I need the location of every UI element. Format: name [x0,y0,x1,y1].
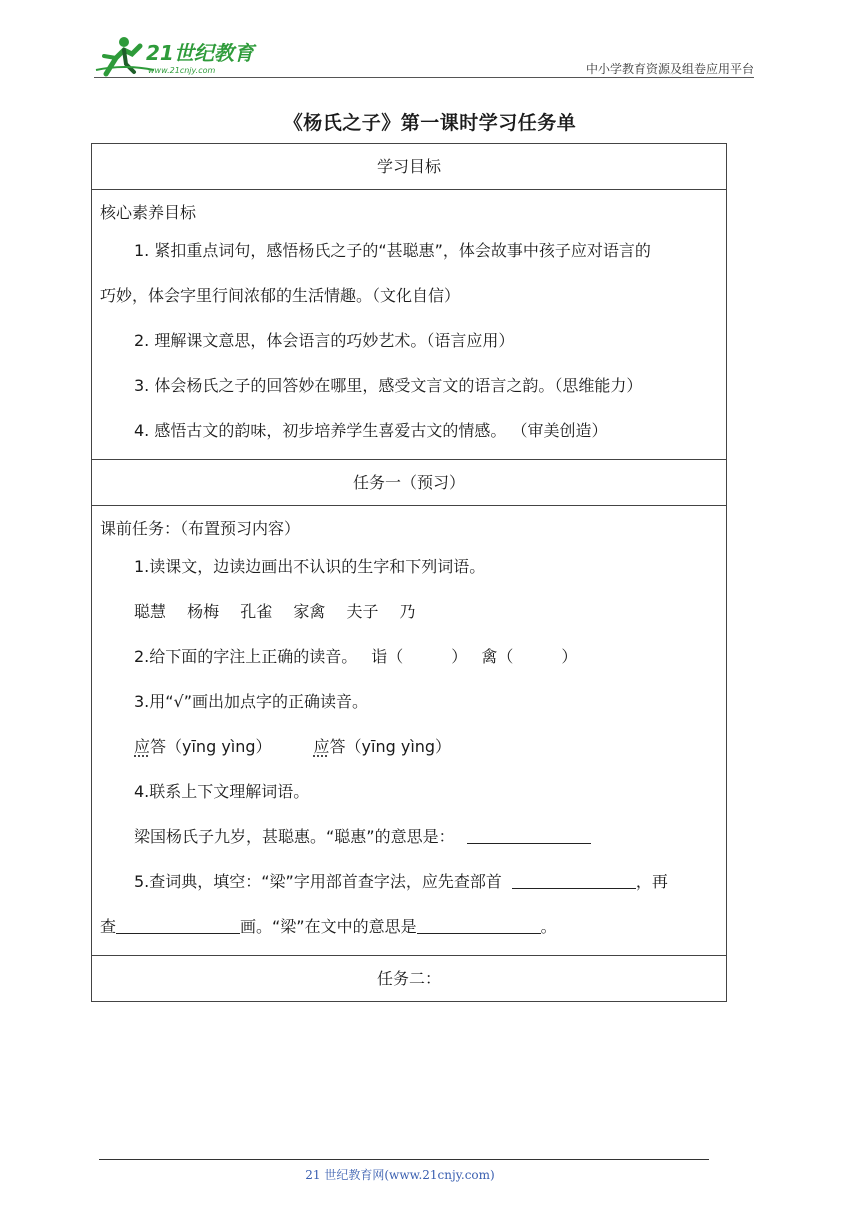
goal-item: 4. 感悟古文的韵味，初步培养学生喜爱古文的情感。 （审美创造） [134,421,608,440]
footer-divider [99,1159,709,1160]
goal-item-continued: 巧妙，体会字里行间浓郁的生活情趣。（文化自信） [100,286,461,305]
task-item-text: 查 [100,917,117,936]
task-item [100,814,718,859]
task-item-text: 2.给下面的字注上正确的读音。 [134,647,358,666]
document-title: 《杨氏之子》第一课时学习任务单 [283,112,577,134]
vocab-word: 家禽 [293,602,326,621]
svg-text:21世纪教育: 21世纪教育 [146,41,254,65]
close-paren: ） [451,647,468,666]
footer-text[interactable]: 21 世纪教育网(www.21cnjy.com) [305,1168,495,1182]
pronunciation-options [100,724,718,769]
dotted-character: 应 [313,737,330,756]
task1-content [92,506,727,956]
site-logo [94,34,259,78]
answer-blank[interactable] [467,825,591,844]
pronunciation-choice: 答（yīng yìng） [150,737,272,756]
task-item-text: ，再 [635,872,668,891]
vocab-word: 杨梅 [187,602,220,621]
goal-item: 3. 体会杨氏之子的回答妙在哪里，感受文言文的语言之韵。（思维能力） [134,376,643,395]
task-item: 3.用“√”画出加点字的正确读音。 [134,692,369,711]
section-heading-task1: 任务一（预习） [92,460,727,506]
header-divider [94,77,754,78]
task1-subheading: 课前任务：（布置预习内容） [100,519,301,538]
vocabulary-list [100,589,718,634]
pronunciation-choice: 答（yīng yìng） [329,737,452,756]
sentence-text: 梁国杨氏子九岁，甚聪惠。“聪惠”的意思是： [134,827,455,846]
answer-blank[interactable] [512,870,636,889]
runner-logo-icon [94,34,259,78]
vocab-word: 夫子 [346,602,379,621]
goals-content [92,190,727,460]
vocab-word: 聪慧 [134,602,167,621]
task-item [100,634,718,679]
close-paren: ） [561,647,578,666]
task-item [100,859,718,904]
goal-item: 2. 理解课文意思，体会语言的巧妙艺术。（语言应用） [134,331,515,350]
vocab-word: 孔雀 [240,602,273,621]
pinyin-prompt: 诣（ [371,647,404,666]
task-sheet-table [91,143,727,1002]
dotted-character: 应 [134,737,151,756]
site-name: 中小学教育资源及组卷应用平台 [585,62,754,76]
vocab-word: 乃 [399,602,416,621]
section-heading-task2: 任务二： [92,956,727,1002]
task-item-text: 5.查词典，填空：“梁”字用部首查字法，应先查部首 [134,872,502,891]
task-item-text: 。 [540,917,557,936]
goals-subheading: 核心素养目标 [100,203,197,222]
answer-blank[interactable] [116,915,240,934]
goal-item: 1. 紧扣重点词句，感悟杨氏之子的“甚聪惠”，体会故事中孩子应对语言的 [134,241,651,260]
task-item-continued [100,904,718,949]
answer-blank[interactable] [417,915,541,934]
pinyin-prompt: 禽（ [481,647,514,666]
task-item-text: 画。“梁”在文中的意思是 [240,917,417,936]
svg-text:www.21cnjy.com: www.21cnjy.com [148,66,216,75]
section-heading-goals: 学习目标 [92,144,727,190]
task-item: 1.读课文，边读边画出不认识的生字和下列词语。 [134,557,486,576]
task-item: 4.联系上下文理解词语。 [134,782,310,801]
